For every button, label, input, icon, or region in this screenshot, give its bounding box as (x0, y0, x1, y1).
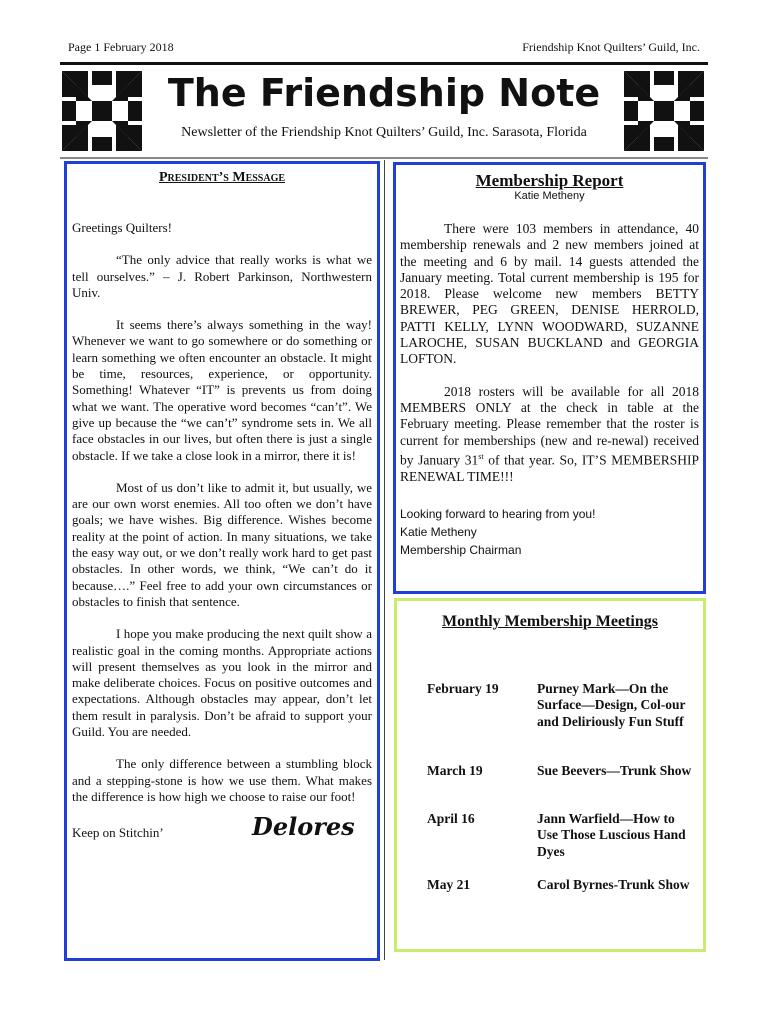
meeting-event: Carol Byrnes-Trunk Show (537, 877, 690, 892)
signoff-line: Looking forward to hearing from you! (400, 506, 596, 521)
monthly-meetings-title: Monthly Membership Meetings (442, 613, 658, 630)
monthly-meetings-box (394, 598, 706, 952)
meeting-event: Jann Warfield—How to Use Those Luscious Hand Dyes (537, 811, 686, 859)
membership-signoff (400, 505, 699, 559)
membership-report-author: Katie Metheny (514, 190, 585, 202)
closing-text: Keep on Stitchin’ (72, 825, 164, 841)
presidents-message-body (72, 220, 372, 847)
meeting-date: March 19 (427, 763, 483, 778)
newsletter-subtitle: Newsletter of the Friendship Knot Quilters’ Guild, Inc. Sarasota, Florida (181, 125, 587, 140)
signoff-name: Katie Metheny (400, 524, 477, 539)
signature: Delores (252, 812, 355, 842)
presidents-message-title: President’s Message (158, 170, 286, 185)
paragraph: I hope you make producing the next quilt show a realistic goal in the coming months. Appropriate actions will present themselves as you look in the mirror and make deliberate choices. Focus on positive outcomes and expectations. Although obstacles may appear, don’t let them result in paralysis. Don’t be afraid to support your Guild. You are needed. (72, 626, 372, 740)
quilt-block-icon (624, 71, 704, 151)
column-divider (384, 160, 385, 960)
paragraph: There were 103 members in attendance, 40 membership renewals and 2 new members joined at the meeting and 6 by mail. 14 guests attended the January meeting. Total current membership is 195 for 2018. Please welcome new members BETTY BREWER, PEG GREEN, DENISE HERROLD, PATTI KELLY, LYNN WOODWARD, SUZANNE LAROCHE, SUSAN BUCKLAND and GEORGIA LOFTON. (400, 221, 699, 367)
paragraph: 2018 rosters will be available for all 2018 MEMBERS ONLY at the check in table at the February meeting. Please remember that the roster is current for memberships (new and re-newal) received by January 31st of that year. So, IT’S MEMBERSHIP RENEWAL TIME!!! (400, 383, 700, 484)
closing-line (72, 812, 372, 847)
newsletter-title: The Friendship Note (167, 71, 601, 115)
meeting-date: April 16 (427, 811, 475, 826)
signoff-role: Membership Chairman (400, 542, 522, 557)
membership-report-title: Membership Report (475, 171, 624, 190)
page-info: Page 1 February 2018 (68, 40, 174, 54)
paragraph: “The only advice that really works is what we tell ourselves.” – J. Robert Parkinson, Northwestern Univ. (72, 252, 372, 300)
presidents-message-box (64, 161, 380, 961)
membership-report-body (400, 221, 699, 559)
paragraph: The only difference between a stumbling block and a stepping-stone is how we use them. What makes the difference is how high we choose to raise our foot! (72, 756, 372, 804)
meeting-event: Purney Mark—On the Surface—Design, Col-our and Deliriously Fun Stuff (537, 681, 686, 729)
paragraph: Most of us don’t like to admit it, but usually, we are our own worst enemies. All too often we don’t have goals; we have wishes. Big difference. Wishes become reality at the point of action. In many situations, we take the easy way out, or we don’t really work hard to get past obstacles. In other words, we think, “We can’t do it because….” Feel free to add your own circumstances or obstacles to finish that sentence. (72, 479, 372, 609)
meeting-date: May 21 (427, 877, 471, 892)
paragraph: It seems there’s always something in the way! Whenever we want to go somewhere or do something or learn something we often encounter an obstacle. It might be time, resources, experience, or opportunity. Something! Whatever “IT” is prevents us from doing what we want. The operative word becomes “can’t”. We give up because the “we can’t” syndrome sets in. We all face obstacles in our lives, but often there is just a single obstacle. If we take a close look in a mirror, there it is! (72, 317, 372, 463)
masthead-banner (60, 62, 708, 159)
meeting-date: February 19 (427, 681, 499, 696)
meeting-event: Sue Beevers—Trunk Show (537, 763, 692, 778)
org-name: Friendship Knot Quilters’ Guild, Inc. (522, 40, 700, 54)
membership-report-box (393, 162, 706, 594)
greeting: Greetings Quilters! (72, 220, 173, 235)
